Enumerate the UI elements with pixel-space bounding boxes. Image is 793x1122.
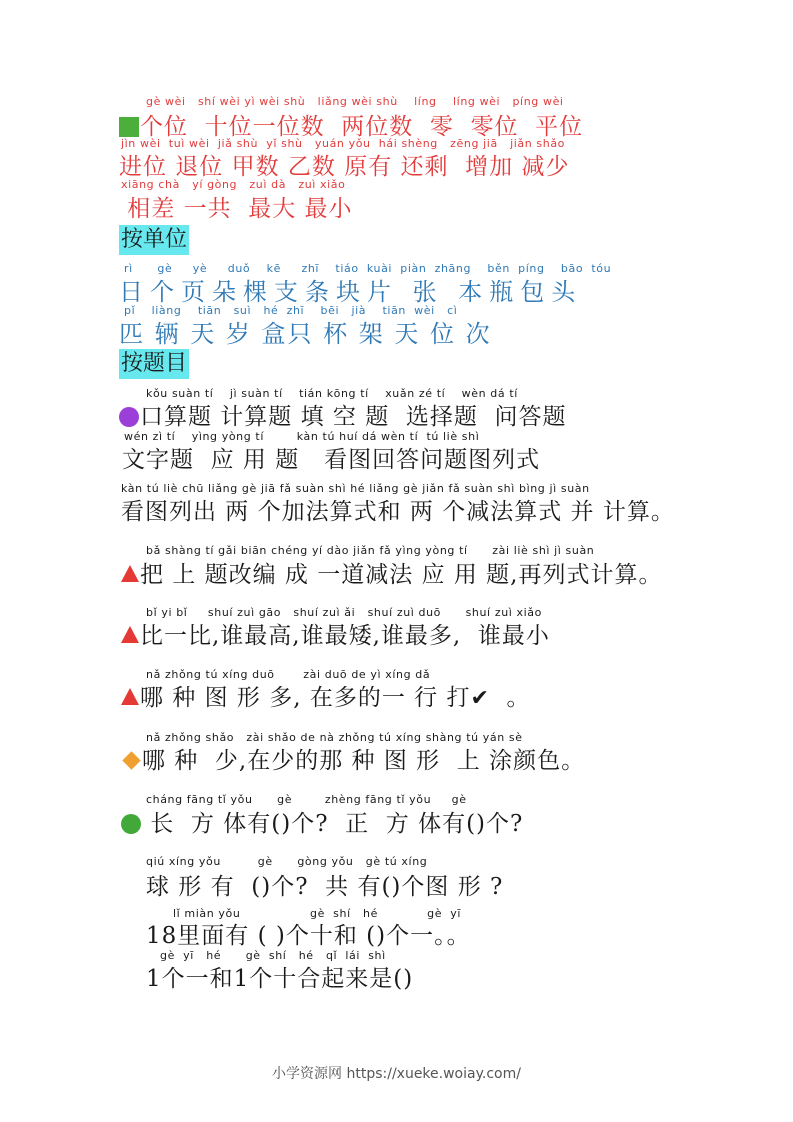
pinyin-row: bǐ yi bǐ shuí zuì gāo shuí zuì ǎi shuí zuì duō shuí zuì xiǎo: [146, 606, 542, 619]
text-row: 个位 十位一位数 两位数 零 零位 平位: [119, 108, 583, 141]
text-row: 文字题 应 用 题 看图回答问题图列式: [122, 447, 541, 473]
footer-source: 小学资源网 https://xueke.woiay.com/: [272, 1066, 521, 1082]
text-row: 比一比,谁最高,谁最矮,谁最多, 谁最小: [121, 617, 550, 650]
text-row: 把 上 题改编 成 一道减法 应 用 题,再列式计算。: [121, 556, 663, 589]
pinyin-row: lǐ miàn yǒu gè shí hé gè yī: [173, 907, 462, 920]
text-row: 进位 退位 甲数 乙数 原有 还剩 增加 减少: [119, 154, 570, 180]
green-square-icon: [119, 117, 139, 137]
pinyin-row: gè yī hé gè shí hé qǐ lái shì: [160, 949, 386, 962]
checkmark-icon: ✔: [470, 686, 490, 711]
pinyin-row: kàn tú liè chū liǎng gè jiā fǎ suàn shì hé liǎng gè jiǎn fǎ suàn shì bìng jì suàn: [121, 482, 590, 495]
pinyin-row: nǎ zhǒng shǎo zài shǎo de nà zhǒng tú xíng shàng tú yán sè: [146, 731, 523, 744]
text-row: 日个页朵棵支条块片 张 本瓶包头: [119, 278, 583, 306]
pinyin-row: cháng fāng tǐ yǒu gè zhèng fāng tǐ yǒu gè: [146, 793, 467, 806]
section-heading-topic: 按题目: [119, 349, 189, 379]
text-row: 看图列出 两 个加法算式和 两 个减法算式 并 计算。: [121, 499, 675, 525]
text-row: 长 方 体有()个? 正 方 体有()个?: [121, 805, 523, 838]
pinyin-row: wén zì tí yìng yòng tí kàn tú huí dá wèn tí tú liè shì: [124, 430, 480, 443]
red-triangle-icon: [121, 565, 139, 582]
pinyin-row: gè wèi shí wèi yì wèi shù liǎng wèi shù líng líng wèi píng wèi: [146, 95, 564, 108]
section-heading-unit: 按单位: [119, 225, 189, 255]
orange-diamond-icon: [122, 751, 140, 769]
text-row: 1个一和1个十合起来是(): [146, 966, 414, 992]
text-row: 哪 种 少,在少的那 种 图 形 上 涂颜色。: [121, 742, 585, 775]
text-row: 相差 一共 最大 最小: [119, 196, 353, 222]
pinyin-row: rì gè yè duǒ kē zhī tiáo kuài piàn zhāng běn píng bāo tóu: [124, 262, 612, 275]
pinyin-row: bǎ shàng tí gǎi biān chéng yí dào jiǎn fǎ yìng yòng tí zài liè shì jì suàn: [146, 544, 595, 557]
pinyin-row: jìn wèi tuì wèi jiǎ shù yǐ shù yuán yǒu hái shèng zēng jiā jiǎn shǎo: [121, 137, 565, 150]
pinyin-row: xiāng chà yí gòng zuì dà zuì xiǎo: [121, 178, 346, 191]
text-row: 18里面有 ( )个十和 ()个一。。: [146, 923, 471, 949]
text-row: 哪 种 图 形 多, 在多的一 行 打✔ 。: [121, 679, 531, 712]
red-triangle-icon: [121, 688, 139, 705]
purple-circle-icon: [119, 407, 139, 427]
pinyin-row: nǎ zhǒng tú xíng duō zài duō de yì xíng dǎ: [146, 668, 431, 681]
text-row: 口算题 计算题 填 空 题 选择题 问答题: [119, 398, 567, 431]
pinyin-row: qiú xíng yǒu gè gòng yǒu gè tú xíng: [146, 855, 428, 868]
green-circle-icon: [121, 814, 141, 834]
text-row: 匹 辆 天 岁 盒只 杯 架 天 位 次: [119, 320, 492, 348]
red-triangle-icon: [121, 626, 139, 643]
text-row: 球 形 有 ()个? 共 有()个图 形 ?: [146, 874, 504, 900]
pinyin-row: pǐ liàng tiān suì hé zhī bēi jià tiān wèi cì: [124, 304, 458, 317]
pinyin-row: kǒu suàn tí jì suàn tí tián kōng tí xuǎn zé tí wèn dá tí: [146, 387, 518, 400]
